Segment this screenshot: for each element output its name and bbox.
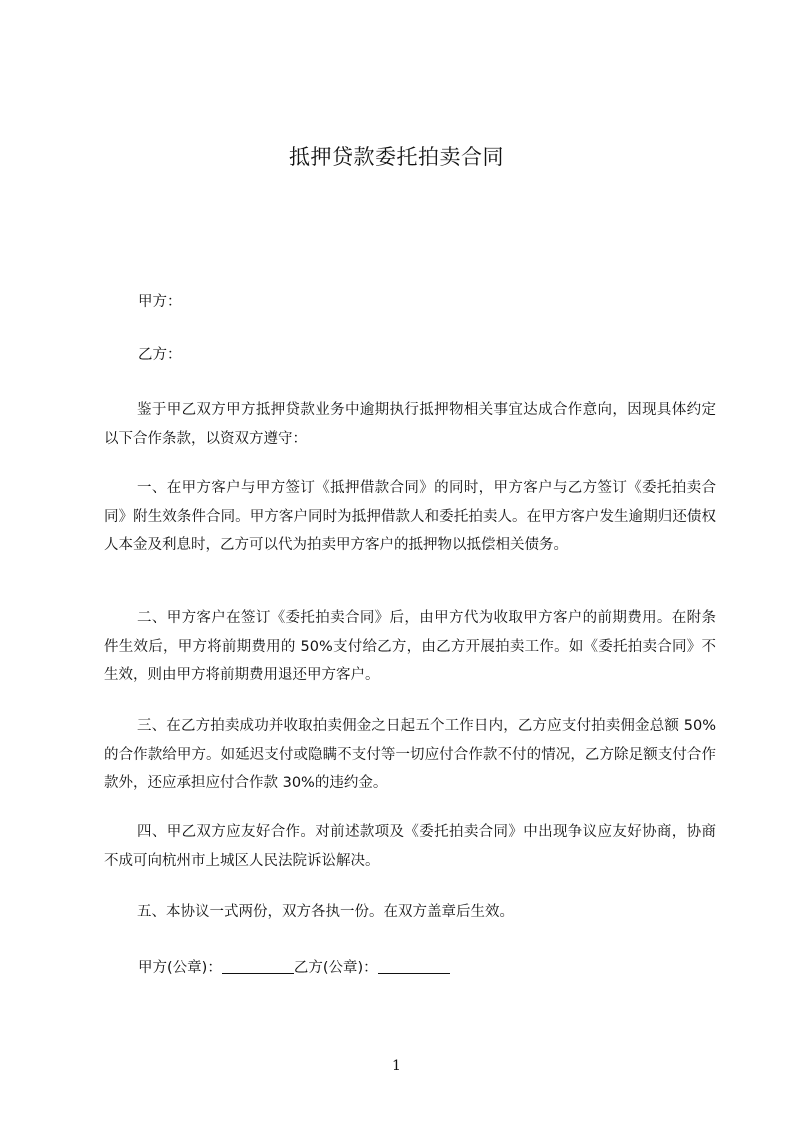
party-b-seal-label: 乙方(公章)： (293, 960, 378, 976)
clause-5-paragraph: 五、本协议一式两份，双方各执一份。在双方盖章后生效。 (137, 904, 514, 920)
party-a-line: 甲方： (138, 294, 182, 310)
signature-line (138, 957, 450, 979)
clause-2-paragraph: 二、甲方客户在签订《委托拍卖合同》后，由甲方代为收取甲方客户的前期费用。在附条件生效后，甲方将前期费用的 50%支付给乙方，由乙方开展拍卖工作。如《委托拍卖合同》不生效，则由甲方将前期费用退还甲方客户。 (104, 610, 716, 683)
page-number: 1 (392, 1058, 401, 1074)
clause-1-paragraph: 一、在甲方客户与甲方签订《抵押借款合同》的同时，甲方客户与乙方签订《委托拍卖合同》附生效条件合同。甲方客户同时为抵押借款人和委托拍卖人。在甲方客户发生逾期归还债权人本金及利息时，乙方可以代为拍卖甲方客户的抵押物以抵偿相关债务。 (104, 480, 716, 553)
document-title: 抵押贷款委托拍卖合同 (289, 145, 504, 169)
preamble-paragraph: 鉴于甲乙双方甲方抵押贷款业务中逾期执行抵押物相关事宜达成合作意向，因现具体约定以下合作条款，以资双方遵守： (104, 402, 716, 447)
party-a-seal-blank (222, 959, 294, 974)
clause-3-paragraph: 三、在乙方拍卖成功并收取拍卖佣金之日起五个工作日内，乙方应支付拍卖佣金总额 50%的合作款给甲方。如延迟支付或隐瞒不支付等一切应付合作款不付的情况，乙方除足额支付合作款外，还应承担应付合作款 30%的违约金。 (104, 718, 716, 791)
party-b-line: 乙方： (138, 347, 182, 363)
party-b-seal-blank (378, 959, 450, 974)
clause-4-paragraph: 四、甲乙双方应友好合作。对前述款项及《委托拍卖合同》中出现争议应友好协商，协商不成可向杭州市上城区人民法院诉讼解决。 (104, 824, 716, 869)
party-a-seal-label: 甲方(公章)： (138, 960, 222, 976)
